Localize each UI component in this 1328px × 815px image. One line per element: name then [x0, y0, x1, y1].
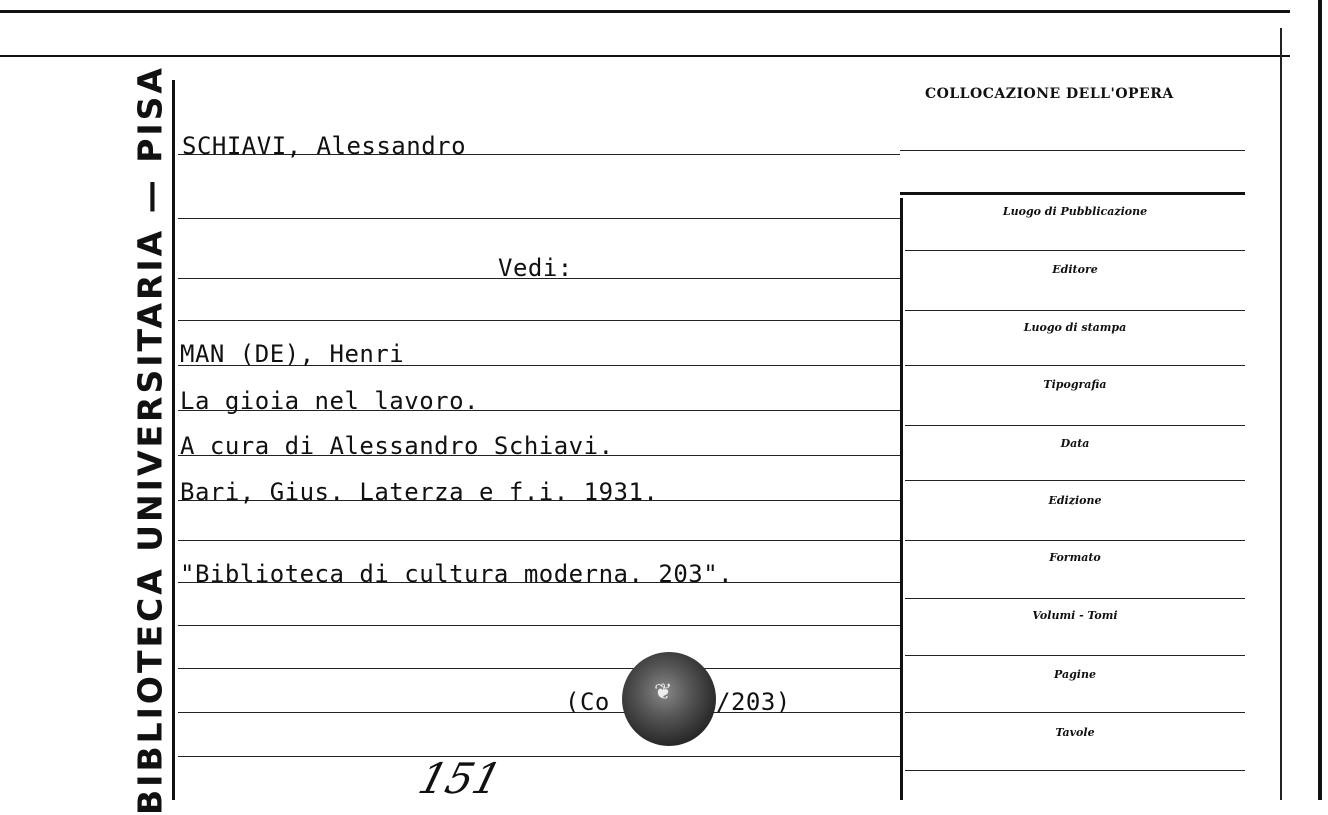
shelfmark-right: /203) — [716, 688, 791, 716]
field-volumi-tomi: Volumi - Tomi — [1032, 609, 1118, 622]
card-top-rule — [0, 55, 1290, 57]
heading-name: SCHIAVI, Alessandro — [182, 132, 467, 160]
entry-editor: A cura di Alessandro Schiavi. — [180, 432, 614, 460]
see-label: Vedi: — [498, 254, 573, 282]
card-right-edge — [1280, 28, 1282, 800]
field-formato: Formato — [1049, 551, 1101, 564]
handwritten-number: 151 — [413, 754, 507, 803]
ruled-line — [178, 540, 900, 541]
entry-series: "Biblioteca di cultura moderna. 203". — [180, 560, 734, 588]
ruled-line — [178, 668, 900, 669]
collocation-box-left — [900, 198, 903, 800]
field-rule — [905, 250, 1245, 251]
ruled-line — [178, 320, 900, 321]
ruled-line — [178, 712, 900, 713]
field-rule — [905, 712, 1245, 713]
field-tipografia: Tipografia — [1043, 378, 1107, 391]
library-stamp: ❦ — [622, 652, 716, 746]
collocation-header: COLLOCAZIONE DELL'OPERA — [925, 86, 1174, 102]
field-pagine: Pagine — [1054, 668, 1096, 681]
ruled-line — [178, 218, 900, 219]
field-data: Data — [1060, 437, 1090, 450]
library-side-label: BIBLIOTECA UNIVERSITARIA — PISA — [130, 65, 170, 815]
field-rule — [905, 655, 1245, 656]
field-rule — [905, 365, 1245, 366]
card-right-edge-outer — [1318, 0, 1322, 800]
shelfmark-left: (Co — [565, 688, 610, 716]
field-rule — [905, 480, 1245, 481]
entry-author: MAN (DE), Henri — [180, 340, 405, 368]
field-editore: Editore — [1052, 263, 1098, 276]
ruled-line — [178, 625, 900, 626]
field-rule — [905, 540, 1245, 541]
card-top-edge — [0, 10, 1290, 13]
field-tavole: Tavole — [1055, 726, 1095, 739]
left-margin-rule — [172, 80, 175, 800]
field-rule — [905, 598, 1245, 599]
entry-imprint: Bari, Gius. Laterza e f.i. 1931. — [180, 478, 659, 506]
ruled-line — [178, 756, 900, 757]
field-rule — [905, 310, 1245, 311]
field-luogo-pubblicazione: Luogo di Pubblicazione — [1002, 205, 1148, 218]
field-rule — [905, 770, 1245, 771]
entry-title: La gioia nel lavoro. — [180, 387, 479, 415]
collocation-line — [900, 192, 1245, 195]
field-rule — [905, 425, 1245, 426]
field-luogo-stampa: Luogo di stampa — [1023, 321, 1127, 334]
collocation-line — [900, 150, 1245, 151]
field-edizione: Edizione — [1048, 494, 1102, 507]
